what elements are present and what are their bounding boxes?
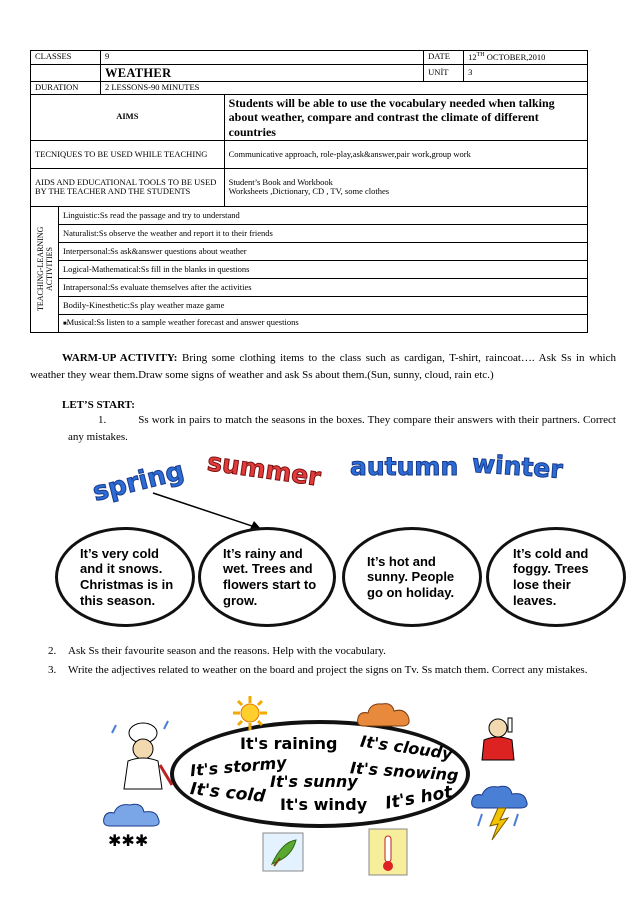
aims-label: AIMS [31,94,225,140]
hot-person-icon [478,716,518,762]
list-item: 3. Write the adjectives related to weather on the board and project the signs on Tv. Ss match them. Correct any mistakes. [48,664,588,676]
season-winter: winter [471,448,564,485]
lesson-plan-table [30,50,588,333]
lesson-title: WEATHER [100,64,423,81]
thermometer-icon [368,828,408,876]
storm-cloud-icon [468,782,538,842]
phrase-sunny: It's sunny [270,772,358,791]
classes-label: CLASSES [31,51,101,65]
season-summer: summer [205,447,323,492]
phrase-snowing: It's snowing [349,758,460,785]
chef-icon [108,715,178,795]
duration-label: DURATION [31,81,101,94]
lets-start-heading: LET’S START: [62,399,135,411]
unit-label: UNİT [424,64,464,81]
cloud-icon [356,700,412,730]
activity-row: Naturalist:Ss observe the weather and report it to their friends [58,224,587,242]
unit-value: 3 [464,64,588,81]
wind-tree-icon [262,832,304,872]
aids-label: AIDS AND EDUCATIONAL TOOLS TO BE USED BY THE TEACHER AND THE STUDENTS [31,168,225,206]
phrase-stormy: It's stormy [189,752,288,781]
activity-row: Logical-Mathematical:Ss fill in the blanks in questions [58,260,587,278]
season-oval-2: It’s rainy and wet. Trees and flowers start to grow. [198,527,336,627]
snowflake-cloud-icon [100,800,175,850]
phrase-cloudy: It's cloudy [359,731,454,764]
aims-value: Students will be able to use the vocabulary needed when talking about weather, compare and contrast the climate of different countries [224,94,587,140]
aids-value: Student’s Book and Workbook Worksheets ,Dictionary, CD , TV, some clothes [224,168,587,206]
warmup-heading: WARM-UP ACTIVITY: [62,352,178,364]
season-oval-3: It’s hot and sunny. People go on holiday. [342,527,482,627]
activity-row: Intrapersonal:Ss evaluate themselves after the activities [58,278,587,296]
svg-text:✱✱✱: ✱✱✱ [108,831,149,850]
season-spring: spring [89,456,188,508]
season-oval-1: It’s very cold and it snows. Christmas is in this season. [55,527,195,627]
techniques-label: TECNIQUES TO BE USED WHILE TEACHING [31,140,225,168]
activity-row: Bodily-Kinesthetic:Ss play weather maze game [58,296,587,314]
activities-label: TEACHING-LEARNING ACTIVITIES [31,206,59,332]
season-oval-4: It’s cold and foggy. Trees lose their leaves. [486,527,626,627]
duration-value: 2 LESSONS-90 MINUTES [100,81,587,94]
list-item: 2. Ask Ss their favourite season and the reasons. Help with the vocabulary. [48,645,386,657]
warmup-paragraph [30,350,616,384]
warmup-text: Bring some clothing items to the class such as cardigan, T-shirt, raincoat…. Ask Ss in which weather they wear them.Draw some signs of weather and ask Ss about them.(Sun, sunny, cloud, rain etc.) [30,352,616,382]
season-autumn: autumn [350,452,459,481]
phrase-cold: It's cold [189,779,267,807]
activity-row: Linguistic:Ss read the passage and try to understand [58,206,587,224]
phrase-windy: It's windy [280,795,368,814]
date-value: 12TH OCTOBER,2010 [464,51,588,65]
techniques-value: Communicative approach, role-play,ask&answer,pair work,group work [224,140,587,168]
classes-value: 9 [100,51,423,65]
phrase-raining: It's raining [240,734,338,753]
date-label: DATE [424,51,464,65]
phrase-hot: It's hot [383,782,454,814]
activity-row: ■Musical:Ss listen to a sample weather forecast and answer questions [58,314,587,332]
item1-paragraph: 1. Ss work in pairs to match the seasons in the boxes. They compare their answers with their partners. Correct any mistakes. [68,414,616,444]
sun-icon [232,695,268,731]
activity-row: Interpersonal:Ss ask&answer questions about weather [58,242,587,260]
